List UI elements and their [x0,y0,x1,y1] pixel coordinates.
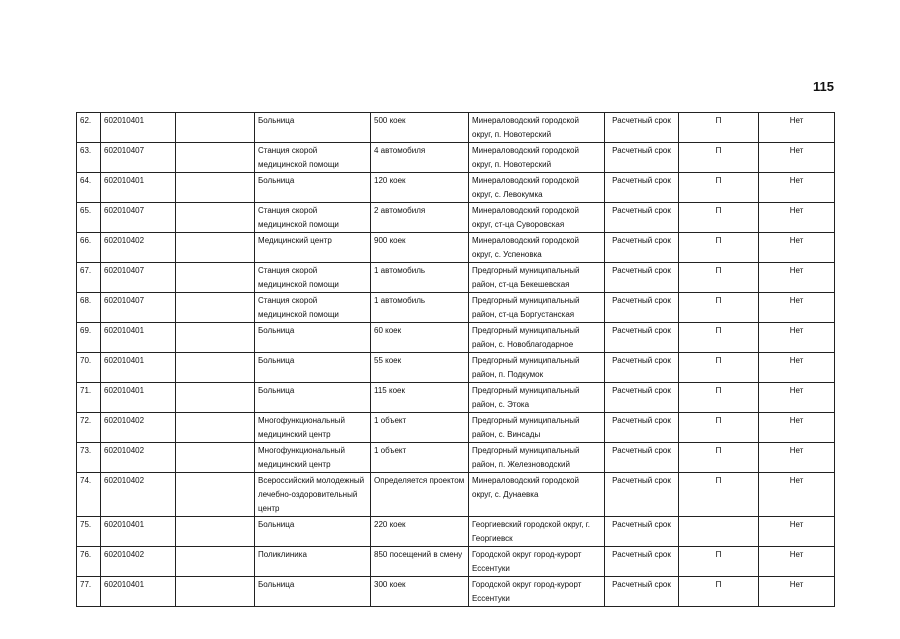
row-number-cell: 64. [77,173,101,203]
location-cell: Предгорный муниципальный район, п. Подкумок [469,353,605,383]
object-name-cell: Медицинский центр [255,233,371,263]
blank-cell [176,577,255,607]
object-name-cell: Станция скорой медицинской помощи [255,203,371,233]
row-number-cell: 69. [77,323,101,353]
location-cell: Предгорный муниципальный район, ст-ца Бекешевская [469,263,605,293]
location-cell: Минераловодский городской округ, п. Новотерский [469,113,605,143]
location-cell: Предгорный муниципальный район, с. Новоблагодарное [469,323,605,353]
location-cell: Георгиевский городской округ, г. Георгиевск [469,517,605,547]
object-name-cell: Поликлиника [255,547,371,577]
flag-cell: Нет [759,353,835,383]
object-name-cell: Станция скорой медицинской помощи [255,143,371,173]
blank-cell [176,353,255,383]
blank-cell [176,323,255,353]
capacity-cell: 2 автомобиля [371,203,469,233]
code-cell: 602010402 [101,473,176,517]
location-cell: Минераловодский городской округ, ст-ца Суворовская [469,203,605,233]
capacity-cell: 55 коек [371,353,469,383]
code-cell: 602010401 [101,173,176,203]
row-number-cell: 75. [77,517,101,547]
code-cell: 602010401 [101,383,176,413]
mark-cell: П [679,203,759,233]
mark-cell [679,517,759,547]
location-cell: Городской округ город-курорт Ессентуки [469,547,605,577]
table-row [77,143,835,173]
table-row [77,233,835,263]
row-number-cell: 62. [77,113,101,143]
object-name-cell: Станция скорой медицинской помощи [255,293,371,323]
row-number-cell: 74. [77,473,101,517]
capacity-cell: 1 автомобиль [371,263,469,293]
mark-cell: П [679,233,759,263]
capacity-cell: 500 коек [371,113,469,143]
location-cell: Минераловодский городской округ, п. Новотерский [469,143,605,173]
term-cell: Расчетный срок [605,383,679,413]
page-number: 115 [813,79,834,94]
object-name-cell: Больница [255,323,371,353]
blank-cell [176,203,255,233]
code-cell: 602010401 [101,323,176,353]
row-number-cell: 63. [77,143,101,173]
capacity-cell: 220 коек [371,517,469,547]
flag-cell: Нет [759,173,835,203]
object-name-cell: Всероссийский молодежный лечебно-оздоровительный центр [255,473,371,517]
mark-cell: П [679,353,759,383]
capacity-cell: Определяется проектом [371,473,469,517]
term-cell: Расчетный срок [605,143,679,173]
row-number-cell: 71. [77,383,101,413]
blank-cell [176,517,255,547]
flag-cell: Нет [759,547,835,577]
flag-cell: Нет [759,293,835,323]
location-cell: Предгорный муниципальный район, с. Винсады [469,413,605,443]
term-cell: Расчетный срок [605,173,679,203]
table-row [77,203,835,233]
table-row [77,473,835,517]
blank-cell [176,263,255,293]
flag-cell: Нет [759,473,835,517]
code-cell: 602010401 [101,353,176,383]
code-cell: 602010401 [101,577,176,607]
table-row [77,577,835,607]
code-cell: 602010401 [101,517,176,547]
table-row [77,173,835,203]
object-name-cell: Многофункциональный медицинский центр [255,413,371,443]
location-cell: Городской округ город-курорт Ессентуки [469,577,605,607]
term-cell: Расчетный срок [605,233,679,263]
row-number-cell: 66. [77,233,101,263]
flag-cell: Нет [759,323,835,353]
capacity-cell: 850 посещений в смену [371,547,469,577]
flag-cell: Нет [759,517,835,547]
term-cell: Расчетный срок [605,517,679,547]
object-name-cell: Больница [255,577,371,607]
object-name-cell: Больница [255,113,371,143]
code-cell: 602010407 [101,263,176,293]
table-row [77,383,835,413]
code-cell: 602010402 [101,443,176,473]
row-number-cell: 76. [77,547,101,577]
capacity-cell: 4 автомобиля [371,143,469,173]
capacity-cell: 1 автомобиль [371,293,469,323]
flag-cell: Нет [759,383,835,413]
object-name-cell: Больница [255,383,371,413]
mark-cell: П [679,443,759,473]
object-name-cell: Больница [255,353,371,383]
capacity-cell: 300 коек [371,577,469,607]
table-row [77,443,835,473]
blank-cell [176,113,255,143]
flag-cell: Нет [759,143,835,173]
term-cell: Расчетный срок [605,443,679,473]
table-row [77,323,835,353]
row-number-cell: 68. [77,293,101,323]
location-cell: Предгорный муниципальный район, ст-ца Боргустанская [469,293,605,323]
code-cell: 602010402 [101,233,176,263]
mark-cell: П [679,263,759,293]
row-number-cell: 77. [77,577,101,607]
table-row [77,263,835,293]
table-row [77,413,835,443]
capacity-cell: 1 объект [371,443,469,473]
facilities-table [76,112,835,607]
mark-cell: П [679,383,759,413]
row-number-cell: 72. [77,413,101,443]
table-row [77,113,835,143]
term-cell: Расчетный срок [605,547,679,577]
capacity-cell: 900 коек [371,233,469,263]
table-row [77,517,835,547]
object-name-cell: Больница [255,517,371,547]
mark-cell: П [679,323,759,353]
table-row [77,293,835,323]
blank-cell [176,233,255,263]
flag-cell: Нет [759,577,835,607]
mark-cell: П [679,413,759,443]
mark-cell: П [679,577,759,607]
blank-cell [176,143,255,173]
flag-cell: Нет [759,263,835,293]
mark-cell: П [679,113,759,143]
object-name-cell: Многофункциональный медицинский центр [255,443,371,473]
mark-cell: П [679,547,759,577]
term-cell: Расчетный срок [605,293,679,323]
blank-cell [176,173,255,203]
code-cell: 602010407 [101,143,176,173]
location-cell: Предгорный муниципальный район, с. Этока [469,383,605,413]
term-cell: Расчетный срок [605,113,679,143]
term-cell: Расчетный срок [605,473,679,517]
code-cell: 602010407 [101,293,176,323]
mark-cell: П [679,293,759,323]
blank-cell [176,383,255,413]
object-name-cell: Больница [255,173,371,203]
term-cell: Расчетный срок [605,413,679,443]
location-cell: Минераловодский городской округ, с. Дунаевка [469,473,605,517]
term-cell: Расчетный срок [605,577,679,607]
mark-cell: П [679,173,759,203]
term-cell: Расчетный срок [605,263,679,293]
blank-cell [176,443,255,473]
blank-cell [176,547,255,577]
object-name-cell: Станция скорой медицинской помощи [255,263,371,293]
flag-cell: Нет [759,233,835,263]
capacity-cell: 60 коек [371,323,469,353]
blank-cell [176,413,255,443]
row-number-cell: 73. [77,443,101,473]
blank-cell [176,293,255,323]
table-body [77,113,835,607]
flag-cell: Нет [759,413,835,443]
capacity-cell: 115 коек [371,383,469,413]
table-row [77,547,835,577]
row-number-cell: 70. [77,353,101,383]
code-cell: 602010401 [101,113,176,143]
table-row [77,353,835,383]
code-cell: 602010402 [101,547,176,577]
location-cell: Минераловодский городской округ, с. Успеновка [469,233,605,263]
blank-cell [176,473,255,517]
code-cell: 602010402 [101,413,176,443]
code-cell: 602010407 [101,203,176,233]
capacity-cell: 1 объект [371,413,469,443]
mark-cell: П [679,473,759,517]
location-cell: Минераловодский городской округ, с. Левокумка [469,173,605,203]
row-number-cell: 65. [77,203,101,233]
mark-cell: П [679,143,759,173]
flag-cell: Нет [759,203,835,233]
flag-cell: Нет [759,443,835,473]
term-cell: Расчетный срок [605,353,679,383]
flag-cell: Нет [759,113,835,143]
term-cell: Расчетный срок [605,203,679,233]
location-cell: Предгорный муниципальный район, п. Железноводский [469,443,605,473]
row-number-cell: 67. [77,263,101,293]
term-cell: Расчетный срок [605,323,679,353]
capacity-cell: 120 коек [371,173,469,203]
